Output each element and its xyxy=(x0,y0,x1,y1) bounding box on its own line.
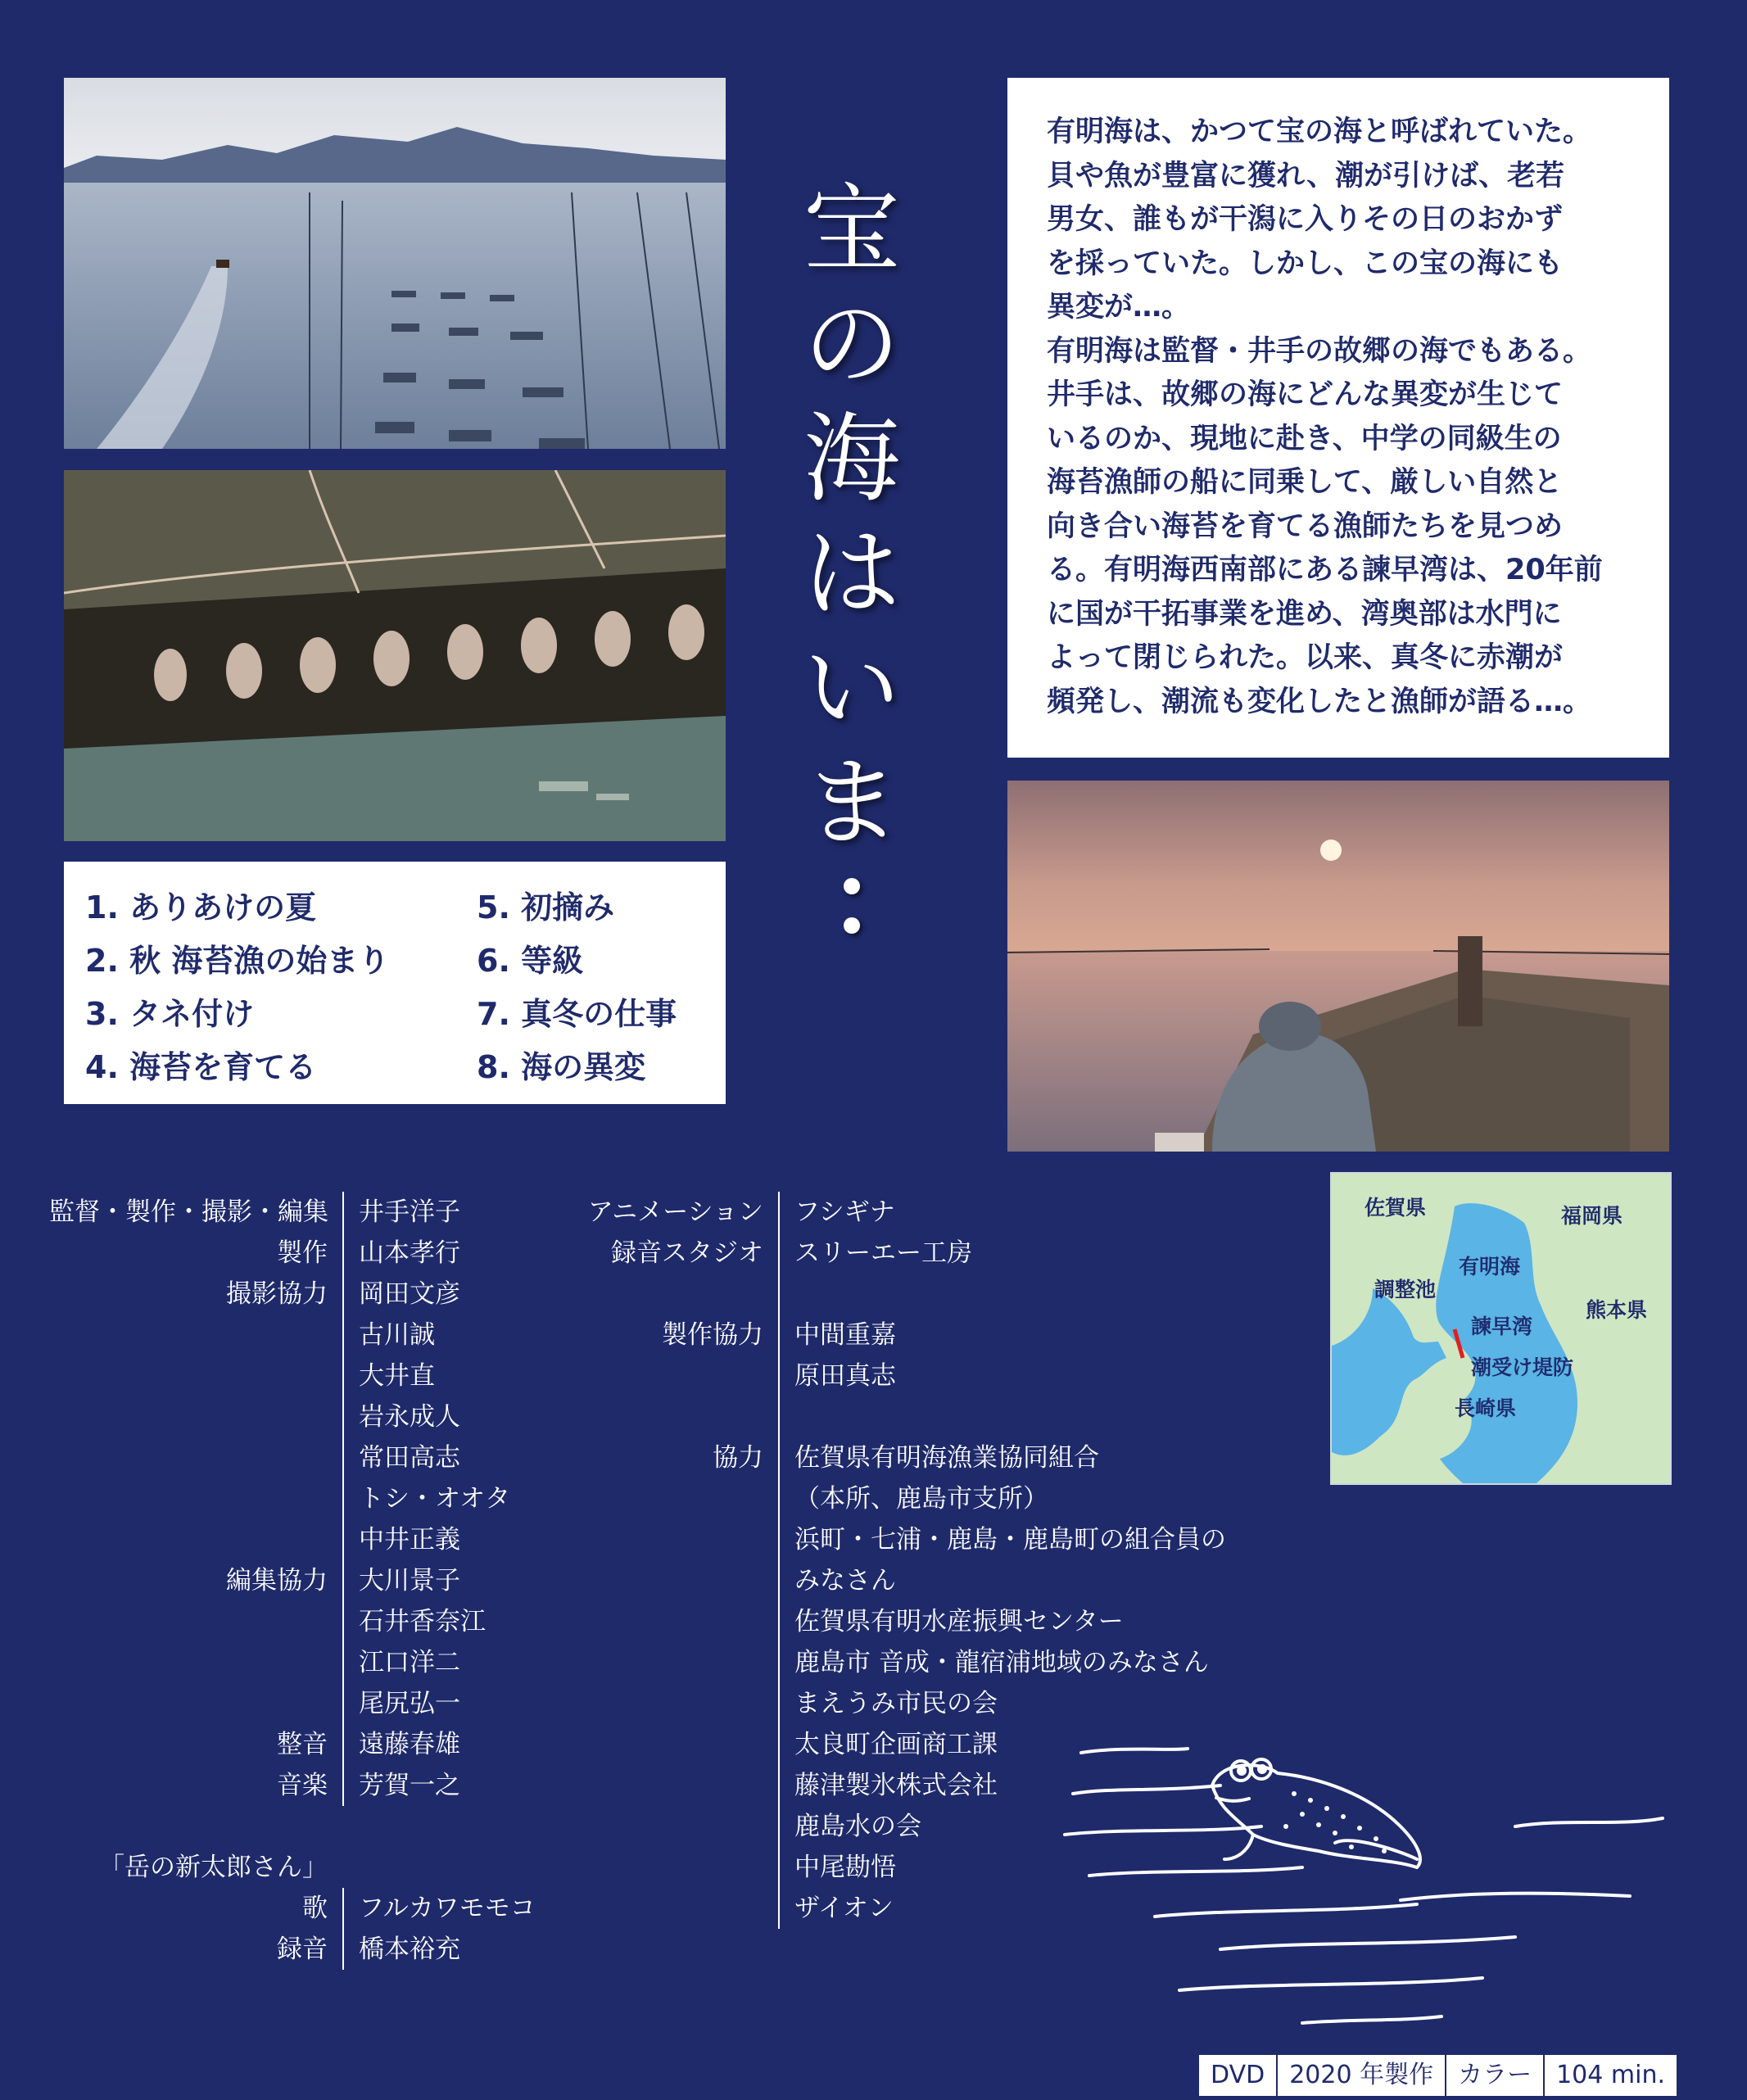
credit-name: 鹿島水の会 xyxy=(778,1806,921,1847)
credit-role xyxy=(49,1642,342,1683)
page-title xyxy=(786,172,917,945)
credit-role: 歌 xyxy=(302,1894,328,1923)
credit-row xyxy=(49,1315,536,1355)
credit-row xyxy=(49,1560,536,1601)
credit-row xyxy=(49,1274,536,1315)
synopsis-line: 井手は、故郷の海にどんな異変が生じて xyxy=(1047,378,1564,411)
credit-name: まえうみ市民の会 xyxy=(778,1683,998,1724)
credit-name: 常田高志 xyxy=(342,1437,460,1478)
credit-role: 撮影協力 xyxy=(226,1279,328,1309)
spec-year: 2020 年製作 xyxy=(1276,2055,1445,2096)
credit-row xyxy=(49,1929,536,1970)
credits-left xyxy=(49,1192,536,1970)
ariake-sea-map xyxy=(1330,1172,1672,1485)
credit-role xyxy=(49,1315,342,1355)
photo-ariake-sea-boat xyxy=(64,78,726,449)
credit-role xyxy=(49,1519,342,1560)
title-ellipsis xyxy=(844,867,860,945)
synopsis-line: 向き合い海苔を育てる漁師たちを見つめ xyxy=(1047,509,1564,543)
credit-name: 井手洋子 xyxy=(342,1192,460,1233)
credit-name: 浜町・七浦・鹿島・鹿島町の組合員の xyxy=(778,1519,1226,1560)
credit-name: 石井香奈江 xyxy=(342,1601,486,1642)
credit-row xyxy=(49,1765,536,1806)
credit-name: 岡田文彦 xyxy=(342,1274,460,1315)
chapter-item[interactable]: 6. 等級 xyxy=(477,943,584,979)
credit-role xyxy=(49,1437,342,1478)
credit-name: 佐賀県有明海漁業協同組合 xyxy=(778,1437,1099,1478)
credit-role: アニメーション xyxy=(587,1197,763,1227)
song-title: 「岳の新太郎さん」 xyxy=(99,1853,328,1882)
credit-name: 太良町企画商工課 xyxy=(778,1724,998,1765)
credit-row xyxy=(565,1642,1226,1683)
ellipsis-dot xyxy=(844,878,860,894)
spec-format: DVD xyxy=(1211,2061,1265,2089)
chapter-item[interactable]: 8. 海の異変 xyxy=(477,1049,646,1085)
title-char: ま xyxy=(803,746,900,859)
chapter-item[interactable]: 5. 初摘み xyxy=(477,889,615,926)
mudskipper-illustration xyxy=(1057,1736,1679,2031)
credit-name: 山本孝行 xyxy=(342,1233,460,1274)
credit-role xyxy=(49,1601,342,1642)
synopsis-line: 貝や魚が豊富に獲れ、潮が引けば、老若 xyxy=(1047,159,1565,192)
credit-role xyxy=(565,1560,778,1601)
map-label-ariake: 有明海 xyxy=(1459,1255,1521,1279)
credit-row xyxy=(565,1560,1226,1601)
synopsis-line: 頻発し、潮流も変化したと漁師が語る…。 xyxy=(1047,685,1592,718)
credit-role: 音楽 xyxy=(277,1771,328,1800)
chapter-item[interactable]: 1. ありあけの夏 xyxy=(85,889,317,926)
credit-row xyxy=(565,1683,1226,1724)
credit-row xyxy=(49,1888,536,1929)
credit-row xyxy=(49,1683,536,1724)
credit-role: 整音 xyxy=(277,1730,328,1759)
credit-role xyxy=(565,1888,778,1929)
credit-row xyxy=(565,1233,1226,1274)
credit-role xyxy=(565,1396,778,1437)
chapter-item[interactable]: 4. 海苔を育てる xyxy=(85,1049,317,1085)
credit-name: フルカワモモコ xyxy=(342,1888,536,1929)
credit-row xyxy=(565,1274,1226,1315)
title-char: 海 xyxy=(803,402,900,515)
title-char: の xyxy=(803,287,900,401)
credit-name: 芳賀一之 xyxy=(342,1765,460,1806)
credit-name: トシ・オオタ xyxy=(342,1478,510,1519)
credit-spacer xyxy=(49,1806,536,1847)
synopsis-line: 海苔漁師の船に同乗して、厳しい自然と xyxy=(1047,466,1563,499)
chapter-list-col2 xyxy=(477,881,677,1094)
credit-role xyxy=(565,1683,778,1724)
spec-color: カラー xyxy=(1445,2055,1543,2096)
credit-row xyxy=(49,1437,536,1478)
synopsis-line: 異変が…。 xyxy=(1047,291,1191,324)
credit-role xyxy=(49,1478,342,1519)
credit-name: 鹿島市 音成・龍宿浦地域のみなさん xyxy=(778,1642,1209,1683)
chapter-item[interactable]: 2. 秋 海苔漁の始まり xyxy=(85,943,390,979)
song-title-row xyxy=(49,1847,536,1888)
credit-role: 協力 xyxy=(713,1443,763,1473)
chapter-item[interactable]: 7. 真冬の仕事 xyxy=(477,996,677,1032)
chapter-item[interactable]: 3. タネ付け xyxy=(85,996,255,1032)
credit-role xyxy=(565,1274,778,1315)
credit-role xyxy=(565,1847,778,1888)
credit-name: 中間重嘉 xyxy=(778,1315,896,1355)
credit-role xyxy=(565,1765,778,1806)
credit-name: ザイオン xyxy=(778,1888,894,1929)
chapter-list-panel xyxy=(64,862,726,1104)
specs-bar xyxy=(1197,2053,1678,2098)
credit-role xyxy=(49,1683,342,1724)
ellipsis-dot xyxy=(844,917,860,934)
credit-name: 岩永成人 xyxy=(342,1396,460,1437)
title-char: 宝 xyxy=(803,173,900,286)
credit-name: 藤津製氷株式会社 xyxy=(778,1765,998,1806)
photo-sunset-boat xyxy=(1007,781,1669,1152)
title-char: い xyxy=(803,631,900,745)
credit-name: フシギナ xyxy=(778,1192,895,1233)
credit-row xyxy=(49,1601,536,1642)
credit-row xyxy=(49,1192,536,1233)
credit-role: 録音スタジオ xyxy=(611,1238,763,1268)
map-label-shiouke: 潮受け堤防 xyxy=(1471,1355,1574,1379)
credit-role xyxy=(565,1601,778,1642)
credit-row xyxy=(49,1355,536,1396)
photo-nori-net xyxy=(64,470,726,841)
credit-role xyxy=(49,1396,342,1437)
synopsis-panel xyxy=(1007,78,1669,758)
synopsis-line: 有明海は監督・井手の故郷の海でもある。 xyxy=(1047,334,1592,368)
credit-name: （本所、鹿島市支所） xyxy=(778,1478,1048,1519)
credit-role xyxy=(565,1355,778,1396)
credit-row xyxy=(565,1355,1226,1396)
credit-name: 中尾勘悟 xyxy=(778,1847,896,1888)
credit-row xyxy=(565,1437,1226,1478)
map-label-chouseichi: 調整池 xyxy=(1374,1278,1437,1301)
credit-role: 監督・製作・撮影・編集 xyxy=(49,1197,328,1227)
credit-role xyxy=(565,1642,778,1683)
synopsis-line: いるのか、現地に赴き、中学の同級生の xyxy=(1047,422,1562,455)
credit-role: 編集協力 xyxy=(226,1566,328,1595)
credit-role xyxy=(565,1806,778,1847)
credit-row xyxy=(565,1192,1226,1233)
credit-row xyxy=(565,1478,1226,1519)
credit-role xyxy=(565,1478,778,1519)
synopsis-line: に国が干拓事業を進め、湾奥部は水門に xyxy=(1047,597,1562,631)
credit-row xyxy=(49,1233,536,1274)
credit-role: 録音 xyxy=(277,1935,328,1964)
credit-role: 製作協力 xyxy=(662,1320,763,1350)
credit-name: 尾尻弘一 xyxy=(342,1683,460,1724)
credit-row xyxy=(565,1601,1226,1642)
credit-name: 遠藤春雄 xyxy=(342,1724,460,1765)
map-label-fukuoka: 福岡県 xyxy=(1561,1204,1623,1228)
credit-name: 橋本裕充 xyxy=(342,1929,460,1970)
credit-row xyxy=(565,1315,1226,1355)
credit-row xyxy=(49,1519,536,1560)
map-label-isahaya: 諫早湾 xyxy=(1471,1315,1533,1338)
credit-role: 製作 xyxy=(277,1238,328,1268)
map-label-kumamoto: 熊本県 xyxy=(1586,1298,1648,1322)
credit-name: 大川景子 xyxy=(342,1560,460,1601)
credit-row xyxy=(49,1642,536,1683)
map-label-saga: 佐賀県 xyxy=(1365,1196,1427,1220)
credit-name xyxy=(778,1396,794,1437)
credit-name: 原田真志 xyxy=(778,1355,896,1396)
credit-name: 古川誠 xyxy=(342,1315,435,1355)
mudskipper-icon xyxy=(1212,1759,1420,1867)
credit-name: 大井直 xyxy=(342,1355,435,1396)
chapter-list-col1 xyxy=(85,881,389,1094)
credit-row xyxy=(565,1396,1226,1437)
credit-name: みなさん xyxy=(778,1560,896,1601)
synopsis-line: よって閉じられた。以来、真冬に赤潮が xyxy=(1047,641,1564,674)
synopsis-line: る。有明海西南部にある諫早湾は、20年前 xyxy=(1047,554,1603,586)
credit-name: 中井正義 xyxy=(342,1519,460,1560)
credit-row xyxy=(49,1724,536,1765)
synopsis-line: 男女、誰もが干潟に入りその日のおかず xyxy=(1047,203,1564,236)
credit-name: 江口洋二 xyxy=(342,1642,460,1683)
synopsis-line: 有明海は、かつて宝の海と呼ばれていた。 xyxy=(1047,115,1592,148)
credit-name: 佐賀県有明水産振興センター xyxy=(778,1601,1124,1642)
credit-role xyxy=(565,1724,778,1765)
credit-role xyxy=(49,1355,342,1396)
credit-row xyxy=(565,1519,1226,1560)
spec-runtime: 104 min. xyxy=(1543,2055,1677,2096)
credit-name xyxy=(778,1274,794,1315)
synopsis-line: を採っていた。しかし、この宝の海にも xyxy=(1047,247,1564,280)
title-char: は xyxy=(803,517,900,630)
credit-name: スリーエー工房 xyxy=(778,1233,972,1274)
credit-row xyxy=(49,1396,536,1437)
credit-role xyxy=(565,1519,778,1560)
credit-row xyxy=(49,1478,536,1519)
map-label-nagasaki: 長崎県 xyxy=(1455,1396,1517,1420)
